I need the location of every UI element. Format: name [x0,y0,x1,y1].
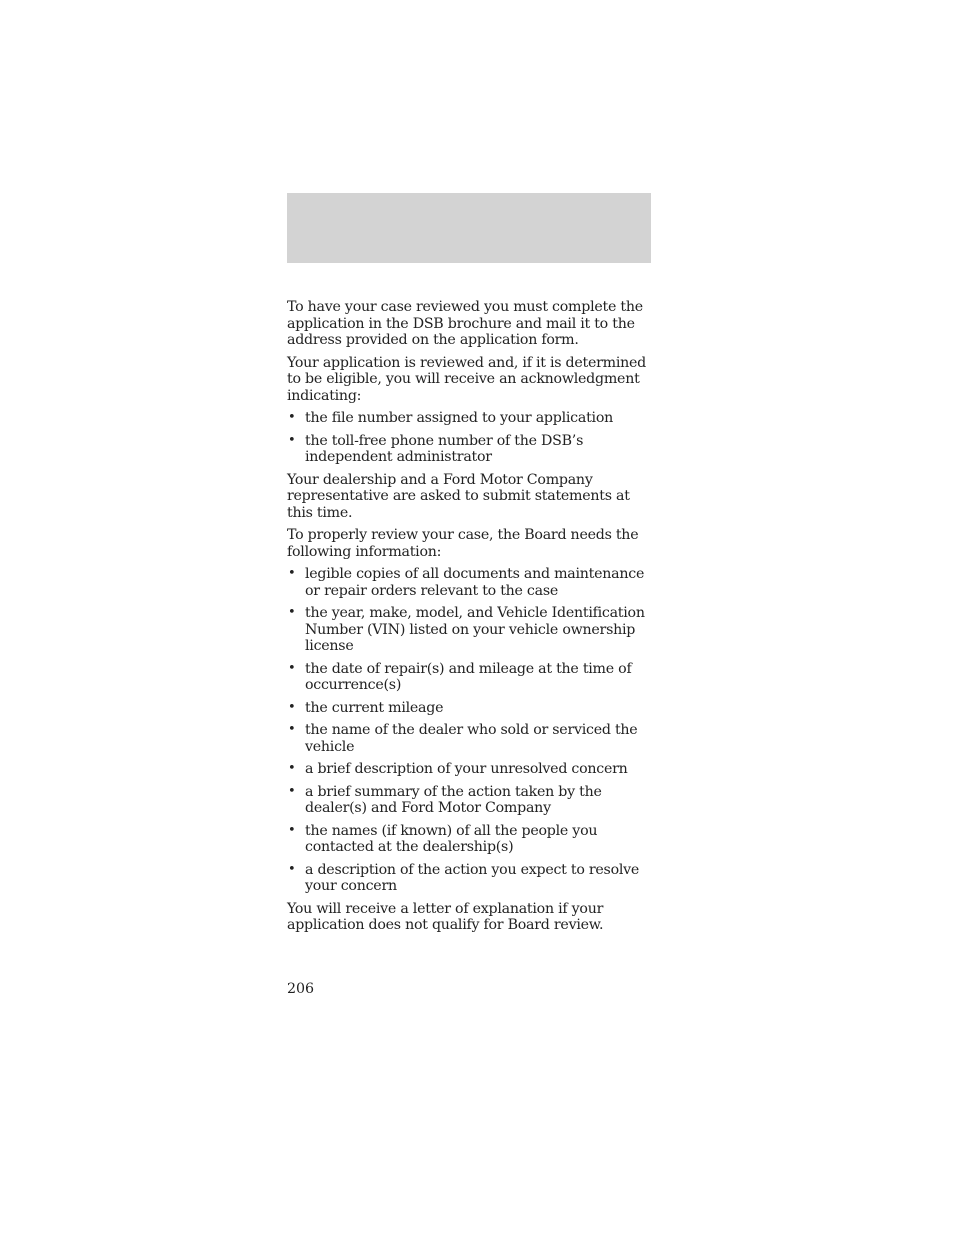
list-item [287,605,651,655]
bullet-icon: • [288,410,296,425]
list-item-text: a description of the action you expect to resolve your concern [305,861,640,894]
paragraph-information-needed: To properly review your case, the Board needs the following information: [287,527,639,560]
list-item [287,862,651,895]
list-item [287,823,651,856]
bullet-icon: • [288,783,296,799]
list-item-text: the year, make, model, and Vehicle Identification Number (VIN) listed on your vehicle ownership license [305,605,645,654]
bullet-icon: • [288,761,296,776]
section-header-band [287,193,651,263]
document-body [287,299,651,940]
acknowledgment-list [287,410,651,466]
paragraph-acknowledgment: Your application is reviewed and, if it is determined to be eligible, you will receive an acknowledgment indicating: [287,354,647,404]
list-item-text: the date of repair(s) and mileage at the time of occurrence(s) [305,660,632,693]
list-item [287,433,651,466]
bullet-icon: • [288,699,296,715]
list-item [287,722,651,755]
list-item-text: the current mileage [305,699,444,716]
list-item-text: a brief description of your unresolved concern [305,761,628,777]
list-item-text: the names (if known) of all the people you contacted at the dealership(s) [305,822,598,855]
list-item-text: the name of the dealer who sold or serviced the vehicle [305,722,638,755]
bullet-icon: • [288,822,296,838]
bullet-icon: • [288,566,296,581]
list-item [287,661,651,694]
bullet-icon: • [288,605,296,620]
bullet-icon: • [288,432,296,448]
list-item [287,784,651,817]
information-list [287,566,651,895]
list-item [287,566,651,599]
list-item-text: a brief summary of the action taken by the dealer(s) and Ford Motor Company [305,783,602,816]
bullet-icon: • [288,861,296,877]
page-number: 206 [287,981,315,997]
list-item [287,410,651,427]
list-item-text: the toll-free phone number of the DSB’s independent administrator [305,432,584,465]
paragraph-closing: You will receive a letter of explanation if your application does not qualify for Board review. [287,900,604,933]
paragraph-intro: To have your case reviewed you must complete the application in the DSB brochure and mail it to the address provided on the application form. [287,299,643,348]
bullet-icon: • [288,660,296,676]
list-item [287,700,651,717]
list-item-text: the file number assigned to your application [305,410,613,426]
list-item-text: legible copies of all documents and maintenance or repair orders relevant to the case [305,566,645,599]
list-item [287,761,651,778]
bullet-icon: • [288,722,296,737]
paragraph-statements: Your dealership and a Ford Motor Company representative are asked to submit statements at this time. [287,471,630,521]
